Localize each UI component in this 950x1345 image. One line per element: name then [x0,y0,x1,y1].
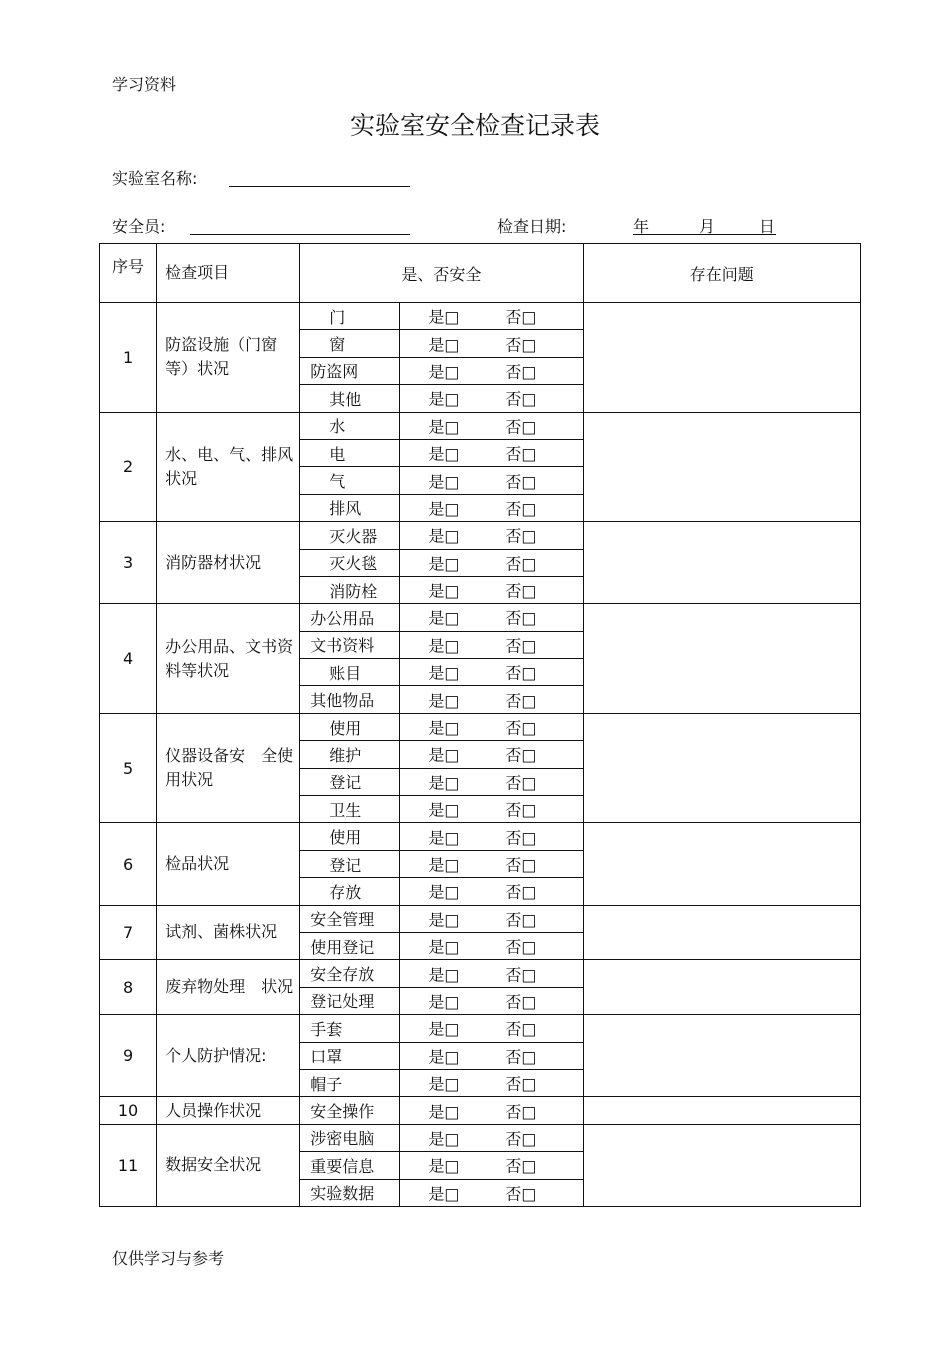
check-subitem: 卫生 [300,796,400,823]
yes-checkbox[interactable]: 是□ [428,855,460,875]
row-number: 2 [100,412,157,522]
check-subitem: 实验数据 [300,1179,400,1206]
table-body [100,303,861,1207]
safe-choice-cell [400,412,583,439]
check-item: 检品状况 [157,823,300,905]
yes-checkbox[interactable]: 是□ [428,608,460,628]
yes-checkbox[interactable]: 是□ [428,965,460,985]
problem-cell[interactable] [583,1015,860,1097]
safe-choice-cell [400,439,583,466]
table-row [100,713,861,740]
no-checkbox[interactable]: 否□ [505,718,537,738]
safe-choice-cell [400,686,583,713]
date-year-label: 年 [633,217,650,236]
check-item: 废弃物处理 状况 [157,960,300,1015]
no-checkbox[interactable]: 否□ [505,937,537,957]
yes-checkbox[interactable]: 是□ [428,636,460,656]
no-checkbox[interactable]: 否□ [505,389,537,409]
check-item: 仪器设备安 全使用状况 [157,713,300,823]
yes-checkbox[interactable]: 是□ [428,1156,460,1176]
no-checkbox[interactable]: 否□ [505,444,537,464]
check-subitem: 消防栓 [300,576,400,603]
no-checkbox[interactable]: 否□ [505,1184,537,1204]
no-checkbox[interactable]: 否□ [505,608,537,628]
yes-checkbox[interactable]: 是□ [428,581,460,601]
check-subitem: 手套 [300,1015,400,1042]
yes-checkbox[interactable]: 是□ [428,828,460,848]
table-row [100,1124,861,1151]
row-number: 10 [100,1097,157,1124]
no-checkbox[interactable]: 否□ [505,910,537,930]
no-checkbox[interactable]: 否□ [505,855,537,875]
no-checkbox[interactable]: 否□ [505,1047,537,1067]
check-subitem: 登记 [300,768,400,795]
check-item: 消防器材状况 [157,522,300,604]
safe-choice-cell [400,796,583,823]
check-subitem: 存放 [300,878,400,905]
check-subitem: 涉密电脑 [300,1124,400,1151]
check-subitem: 登记 [300,850,400,877]
safe-choice-cell [400,1097,583,1124]
problem-cell[interactable] [583,412,860,522]
yes-checkbox[interactable]: 是□ [428,335,460,355]
safe-choice-cell [400,1015,583,1042]
check-item: 人员操作状况 [157,1097,300,1124]
check-subitem: 其他 [300,385,400,412]
yes-checkbox[interactable]: 是□ [428,745,460,765]
no-checkbox[interactable]: 否□ [505,335,537,355]
safe-choice-cell [400,467,583,494]
safe-choice-cell [400,905,583,932]
no-checkbox[interactable]: 否□ [505,992,537,1012]
yes-checkbox[interactable]: 是□ [428,472,460,492]
no-checkbox[interactable]: 否□ [505,636,537,656]
row-number: 5 [100,713,157,823]
safe-choice-cell [400,303,583,330]
check-item: 试剂、菌株状况 [157,905,300,960]
check-subitem: 灭火毯 [300,549,400,576]
check-subitem: 其他物品 [300,686,400,713]
safe-choice-cell [400,494,583,521]
safe-choice-cell [400,823,583,850]
problem-cell[interactable] [583,604,860,714]
page-title: 实验室安全检查记录表 [349,111,600,140]
safe-choice-cell [400,357,583,384]
safe-choice-cell [400,960,583,987]
no-checkbox[interactable]: 否□ [505,828,537,848]
safe-choice-cell [400,741,583,768]
check-subitem: 窗 [300,330,400,357]
check-subitem: 电 [300,439,400,466]
check-item: 数据安全状况 [157,1124,300,1206]
header-safe: 是、否安全 [300,244,583,303]
date-month-label: 月 [699,217,716,236]
yes-checkbox[interactable]: 是□ [428,718,460,738]
no-checkbox[interactable]: 否□ [505,1102,537,1122]
check-subitem: 水 [300,412,400,439]
safe-choice-cell [400,631,583,658]
table-row [100,522,861,549]
table-row [100,604,861,631]
yes-checkbox[interactable]: 是□ [428,773,460,793]
yes-checkbox[interactable]: 是□ [428,417,460,437]
header-item: 检查项目 [157,244,300,303]
no-checkbox[interactable]: 否□ [505,691,537,711]
no-checkbox[interactable]: 否□ [505,362,537,382]
check-subitem: 登记处理 [300,987,400,1014]
safe-choice-cell [400,576,583,603]
no-checkbox[interactable]: 否□ [505,472,537,492]
no-checkbox[interactable]: 否□ [505,965,537,985]
no-checkbox[interactable]: 否□ [505,1129,537,1149]
check-subitem: 重要信息 [300,1152,400,1179]
yes-checkbox[interactable]: 是□ [428,499,460,519]
safe-choice-cell [400,330,583,357]
footer-note: 仅供学习与参考 [112,1249,225,1268]
row-number: 9 [100,1015,157,1097]
safe-choice-cell [400,659,583,686]
problem-cell[interactable] [583,713,860,823]
no-checkbox[interactable]: 否□ [505,1019,537,1039]
check-item: 个人防护情况: [157,1015,300,1097]
check-subitem: 安全管理 [300,905,400,932]
lab-name-label: 实验室名称: [112,169,198,188]
yes-checkbox[interactable]: 是□ [428,937,460,957]
table-header-row [100,244,861,303]
date-day-label: 日 [759,217,776,236]
no-checkbox[interactable]: 否□ [505,1156,537,1176]
safe-choice-cell [400,878,583,905]
table-row [100,412,861,439]
inspection-date-label: 检查日期: [497,217,567,236]
safe-choice-cell [400,604,583,631]
no-checkbox[interactable]: 否□ [505,417,537,437]
safe-choice-cell [400,1124,583,1151]
no-checkbox[interactable]: 否□ [505,745,537,765]
check-subitem: 文书资料 [300,631,400,658]
check-subitem: 防盗网 [300,357,400,384]
check-subitem: 安全操作 [300,1097,400,1124]
safe-choice-cell [400,549,583,576]
table-row [100,303,861,330]
check-subitem: 维护 [300,741,400,768]
inspection-table [99,243,861,1207]
no-checkbox[interactable]: 否□ [505,773,537,793]
row-number: 7 [100,905,157,960]
header-problem: 存在问题 [583,244,860,303]
check-subitem: 灭火器 [300,522,400,549]
yes-checkbox[interactable]: 是□ [428,526,460,546]
check-subitem: 气 [300,467,400,494]
safe-choice-cell [400,932,583,959]
check-subitem: 口罩 [300,1042,400,1069]
check-subitem: 使用 [300,823,400,850]
yes-checkbox[interactable]: 是□ [428,444,460,464]
check-subitem: 排风 [300,494,400,521]
no-checkbox[interactable]: 否□ [505,1074,537,1094]
problem-cell[interactable] [583,960,860,1015]
check-item: 办公用品、文书资料等状况 [157,604,300,714]
lab-name-field[interactable] [229,186,410,187]
problem-cell[interactable] [583,1097,860,1124]
header-note: 学习资料 [112,75,177,94]
check-subitem: 使用 [300,713,400,740]
row-number: 8 [100,960,157,1015]
no-checkbox[interactable]: 否□ [505,526,537,546]
row-number: 3 [100,522,157,604]
no-checkbox[interactable]: 否□ [505,882,537,902]
safe-choice-cell [400,1179,583,1206]
problem-cell[interactable] [583,1124,860,1206]
yes-checkbox[interactable]: 是□ [428,1047,460,1067]
yes-checkbox[interactable]: 是□ [428,1184,460,1204]
yes-checkbox[interactable]: 是□ [428,882,460,902]
check-subitem: 帽子 [300,1069,400,1096]
problem-cell[interactable] [583,303,860,413]
yes-checkbox[interactable]: 是□ [428,992,460,1012]
no-checkbox[interactable]: 否□ [505,800,537,820]
safety-officer-field[interactable] [190,234,410,235]
problem-cell[interactable] [583,905,860,960]
check-item: 水、电、气、排风状况 [157,412,300,522]
yes-checkbox[interactable]: 是□ [428,691,460,711]
yes-checkbox[interactable]: 是□ [428,1019,460,1039]
table-row [100,960,861,987]
yes-checkbox[interactable]: 是□ [428,800,460,820]
safe-choice-cell [400,768,583,795]
yes-checkbox[interactable]: 是□ [428,663,460,683]
safe-choice-cell [400,1152,583,1179]
no-checkbox[interactable]: 否□ [505,663,537,683]
yes-checkbox[interactable]: 是□ [428,307,460,327]
check-subitem: 安全存放 [300,960,400,987]
safe-choice-cell [400,987,583,1014]
yes-checkbox[interactable]: 是□ [428,1102,460,1122]
safe-choice-cell [400,385,583,412]
safe-choice-cell [400,522,583,549]
row-number: 6 [100,823,157,905]
yes-checkbox[interactable]: 是□ [428,389,460,409]
yes-checkbox[interactable]: 是□ [428,910,460,930]
safe-choice-cell [400,1069,583,1096]
table-row [100,1015,861,1042]
check-subitem: 使用登记 [300,932,400,959]
row-number: 1 [100,303,157,413]
no-checkbox[interactable]: 否□ [505,581,537,601]
yes-checkbox[interactable]: 是□ [428,1129,460,1149]
table-row [100,823,861,850]
row-number: 4 [100,604,157,714]
check-subitem: 门 [300,303,400,330]
safe-choice-cell [400,850,583,877]
no-checkbox[interactable]: 否□ [505,499,537,519]
yes-checkbox[interactable]: 是□ [428,362,460,382]
check-subitem: 账目 [300,659,400,686]
row-number: 11 [100,1124,157,1206]
problem-cell[interactable] [583,823,860,905]
safe-choice-cell [400,1042,583,1069]
safe-choice-cell [400,713,583,740]
no-checkbox[interactable]: 否□ [505,554,537,574]
yes-checkbox[interactable]: 是□ [428,554,460,574]
problem-cell[interactable] [583,522,860,604]
check-subitem: 办公用品 [300,604,400,631]
no-checkbox[interactable]: 否□ [505,307,537,327]
table-row [100,1097,861,1124]
header-no: 序号 [100,244,157,303]
inspection-date-field[interactable] [633,214,776,235]
yes-checkbox[interactable]: 是□ [428,1074,460,1094]
check-item: 防盗设施（门窗等）状况 [157,303,300,413]
table-row [100,905,861,932]
safety-officer-label: 安全员: [112,217,166,236]
